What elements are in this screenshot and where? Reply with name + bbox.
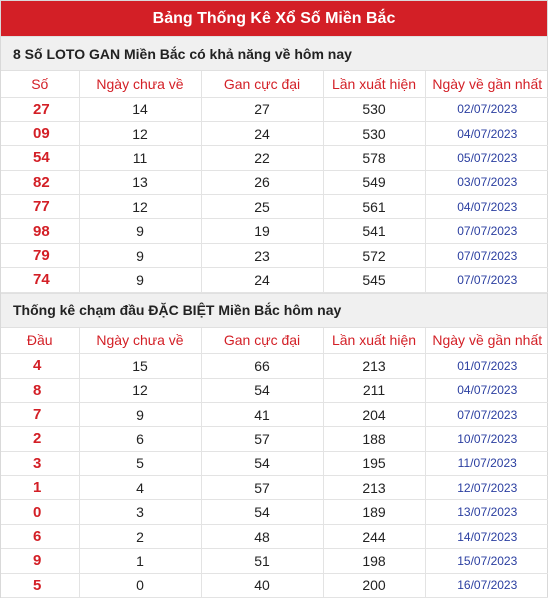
section1-heading: 8 Số LOTO GAN Miền Bắc có khả năng về hôm nay [1,36,547,71]
value-cell: 9 [79,219,201,243]
date-cell: 04/07/2023 [425,195,548,219]
value-cell: 578 [323,146,425,170]
value-cell: 572 [323,243,425,267]
date-cell: 16/07/2023 [425,573,548,597]
number-cell: 3 [1,451,79,475]
date-cell: 07/07/2023 [425,268,548,292]
value-cell: 0 [79,573,201,597]
value-cell: 1 [79,549,201,573]
value-cell: 26 [201,170,323,194]
table-row [1,146,548,170]
table-row [1,219,548,243]
table-row [1,121,548,145]
table-row [1,451,548,475]
value-cell: 14 [79,97,201,121]
value-cell: 211 [323,378,425,402]
dac-biet-table [1,328,548,598]
value-cell: 22 [201,146,323,170]
col-header: Ngày về gần nhất [425,71,548,97]
table-row [1,243,548,267]
table-header-row [1,328,548,354]
date-cell: 02/07/2023 [425,97,548,121]
number-cell: 98 [1,219,79,243]
value-cell: 198 [323,549,425,573]
value-cell: 213 [323,354,425,378]
date-cell: 07/07/2023 [425,402,548,426]
value-cell: 57 [201,427,323,451]
value-cell: 12 [79,378,201,402]
number-cell: 54 [1,146,79,170]
value-cell: 12 [79,195,201,219]
value-cell: 9 [79,402,201,426]
value-cell: 244 [323,524,425,548]
value-cell: 545 [323,268,425,292]
date-cell: 05/07/2023 [425,146,548,170]
col-header: Lần xuất hiện [323,328,425,354]
number-cell: 09 [1,121,79,145]
number-cell: 9 [1,549,79,573]
value-cell: 15 [79,354,201,378]
value-cell: 23 [201,243,323,267]
table-row [1,476,548,500]
value-cell: 13 [79,170,201,194]
value-cell: 530 [323,97,425,121]
section2-heading: Thống kê chạm đầu ĐẶC BIỆT Miền Bắc hôm nay [1,293,547,328]
table-row [1,573,548,597]
value-cell: 57 [201,476,323,500]
value-cell: 19 [201,219,323,243]
date-cell: 13/07/2023 [425,500,548,524]
value-cell: 9 [79,243,201,267]
value-cell: 4 [79,476,201,500]
table-row [1,170,548,194]
table-row [1,268,548,292]
value-cell: 11 [79,146,201,170]
value-cell: 5 [79,451,201,475]
page-title: Bảng Thống Kê Xổ Số Miền Bắc [1,1,547,36]
col-header: Ngày chưa về [79,328,201,354]
value-cell: 9 [79,268,201,292]
value-cell: 51 [201,549,323,573]
number-cell: 8 [1,378,79,402]
number-cell: 2 [1,427,79,451]
date-cell: 07/07/2023 [425,219,548,243]
table-header-row [1,71,548,97]
value-cell: 530 [323,121,425,145]
col-header: Đầu [1,328,79,354]
number-cell: 77 [1,195,79,219]
value-cell: 2 [79,524,201,548]
number-cell: 5 [1,573,79,597]
value-cell: 54 [201,500,323,524]
date-cell: 10/07/2023 [425,427,548,451]
value-cell: 41 [201,402,323,426]
date-cell: 04/07/2023 [425,378,548,402]
table-row [1,500,548,524]
col-header: Số [1,71,79,97]
value-cell: 189 [323,500,425,524]
value-cell: 541 [323,219,425,243]
table-row [1,97,548,121]
date-cell: 07/07/2023 [425,243,548,267]
date-cell: 03/07/2023 [425,170,548,194]
col-header: Ngày chưa về [79,71,201,97]
value-cell: 204 [323,402,425,426]
value-cell: 6 [79,427,201,451]
value-cell: 12 [79,121,201,145]
date-cell: 14/07/2023 [425,524,548,548]
value-cell: 25 [201,195,323,219]
table-row [1,427,548,451]
col-header: Gan cực đại [201,71,323,97]
col-header: Lần xuất hiện [323,71,425,97]
number-cell: 27 [1,97,79,121]
value-cell: 54 [201,378,323,402]
value-cell: 200 [323,573,425,597]
table-row [1,195,548,219]
value-cell: 213 [323,476,425,500]
number-cell: 7 [1,402,79,426]
number-cell: 1 [1,476,79,500]
table-row [1,354,548,378]
value-cell: 48 [201,524,323,548]
date-cell: 12/07/2023 [425,476,548,500]
value-cell: 195 [323,451,425,475]
col-header: Gan cực đại [201,328,323,354]
value-cell: 561 [323,195,425,219]
value-cell: 54 [201,451,323,475]
value-cell: 24 [201,121,323,145]
value-cell: 3 [79,500,201,524]
table-row [1,524,548,548]
table-row [1,402,548,426]
table-row [1,549,548,573]
number-cell: 4 [1,354,79,378]
date-cell: 04/07/2023 [425,121,548,145]
table-row [1,378,548,402]
date-cell: 11/07/2023 [425,451,548,475]
number-cell: 79 [1,243,79,267]
number-cell: 0 [1,500,79,524]
date-cell: 01/07/2023 [425,354,548,378]
col-header: Ngày về gần nhất [425,328,548,354]
number-cell: 74 [1,268,79,292]
number-cell: 6 [1,524,79,548]
number-cell: 82 [1,170,79,194]
value-cell: 24 [201,268,323,292]
value-cell: 549 [323,170,425,194]
value-cell: 66 [201,354,323,378]
value-cell: 27 [201,97,323,121]
value-cell: 40 [201,573,323,597]
date-cell: 15/07/2023 [425,549,548,573]
value-cell: 188 [323,427,425,451]
loto-gan-table [1,71,548,293]
